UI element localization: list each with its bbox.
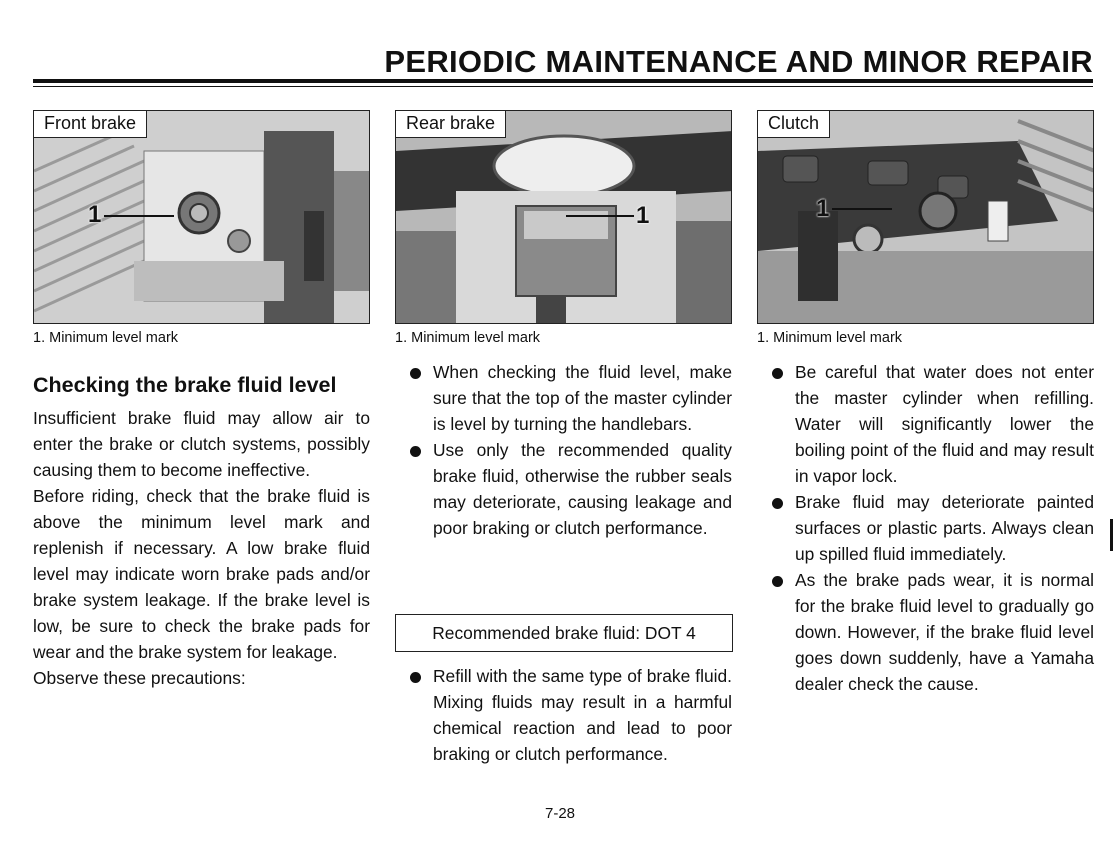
section-body [33,405,370,691]
front-brake-callout-line [104,215,174,217]
middle-bullets-bottom [407,663,732,767]
body-paragraph: Insufficient brake fluid may allow air to enter the brake or clutch systems, possibly causing them to become ineffective. [33,408,370,480]
front-brake-photo [33,110,370,324]
rear-brake-callout-line [566,215,634,217]
page-header-title: PERIODIC MAINTENANCE AND MINOR REPAIR [384,44,1093,79]
bullet-icon [410,368,421,379]
bullet-icon [772,576,783,587]
bullet-item: Be careful that water does not enter the master cylinder when refilling. Water will significantly lower the boiling point of the fluid and may result in vapor lock. [769,359,1094,489]
clutch-caption: 1. Minimum level mark [757,330,903,346]
rear-brake-illustration [396,111,732,324]
clutch-callout-line [832,208,892,210]
front-brake-caption: 1. Minimum level mark [33,330,179,346]
bullet-item: Brake fluid may deteriorate painted surfaces or plastic parts. Always clean up spilled fluid immediately. [769,489,1094,567]
bullet-item: When checking the fluid level, make sure that the top of the master cylinder is level by turning the handlebars. [407,359,732,437]
recommended-fluid-box: Recommended brake fluid: DOT 4 [395,614,733,652]
bullet-icon [410,446,421,457]
bullet-item: As the brake pads wear, it is normal for the brake fluid level to gradually go down. However, if the brake fluid level goes down suddenly, have a Yamaha dealer check the cause. [769,567,1094,697]
front-brake-callout-number: 1 [88,201,102,228]
clutch-label: Clutch [758,111,830,138]
page-edge-tab [1110,519,1113,551]
rear-brake-label: Rear brake [396,111,506,138]
rear-brake-photo [395,110,732,324]
bullet-item: Use only the recommended quality brake fluid, otherwise the rubber seals may deteriorate, causing leakage and poor braking or clutch performance. [407,437,732,541]
front-brake-label: Front brake [34,111,147,138]
header-rule-thin [33,86,1093,87]
clutch-illustration [758,111,1094,324]
bullet-icon [410,672,421,683]
right-bullets [769,359,1094,697]
rear-brake-caption: 1. Minimum level mark [395,330,541,346]
body-paragraph: Observe these precautions: [33,668,246,688]
middle-bullets-top [407,359,732,541]
bullet-icon [772,368,783,379]
bullet-icon [772,498,783,509]
clutch-callout-number: 1 [816,195,830,222]
bullet-item: Refill with the same type of brake fluid. Mixing fluids may result in a harmful chemical reaction and lead to poor braking or clutch performance. [407,663,732,767]
page-number: 7-28 [545,805,576,822]
body-paragraph: Before riding, check that the brake fluid is above the minimum level mark and replenish if necessary. A low brake fluid level may indicate worn brake pads and/or brake system leakage. If the brake level is low, be sure to check the brake pads for wear and the brake system for leakage. [33,486,370,662]
header-rule-thick [33,79,1093,83]
section-heading: Checking the brake fluid level [33,373,337,397]
front-brake-illustration [34,111,370,324]
rear-brake-callout-number: 1 [636,202,650,229]
clutch-photo [757,110,1094,324]
